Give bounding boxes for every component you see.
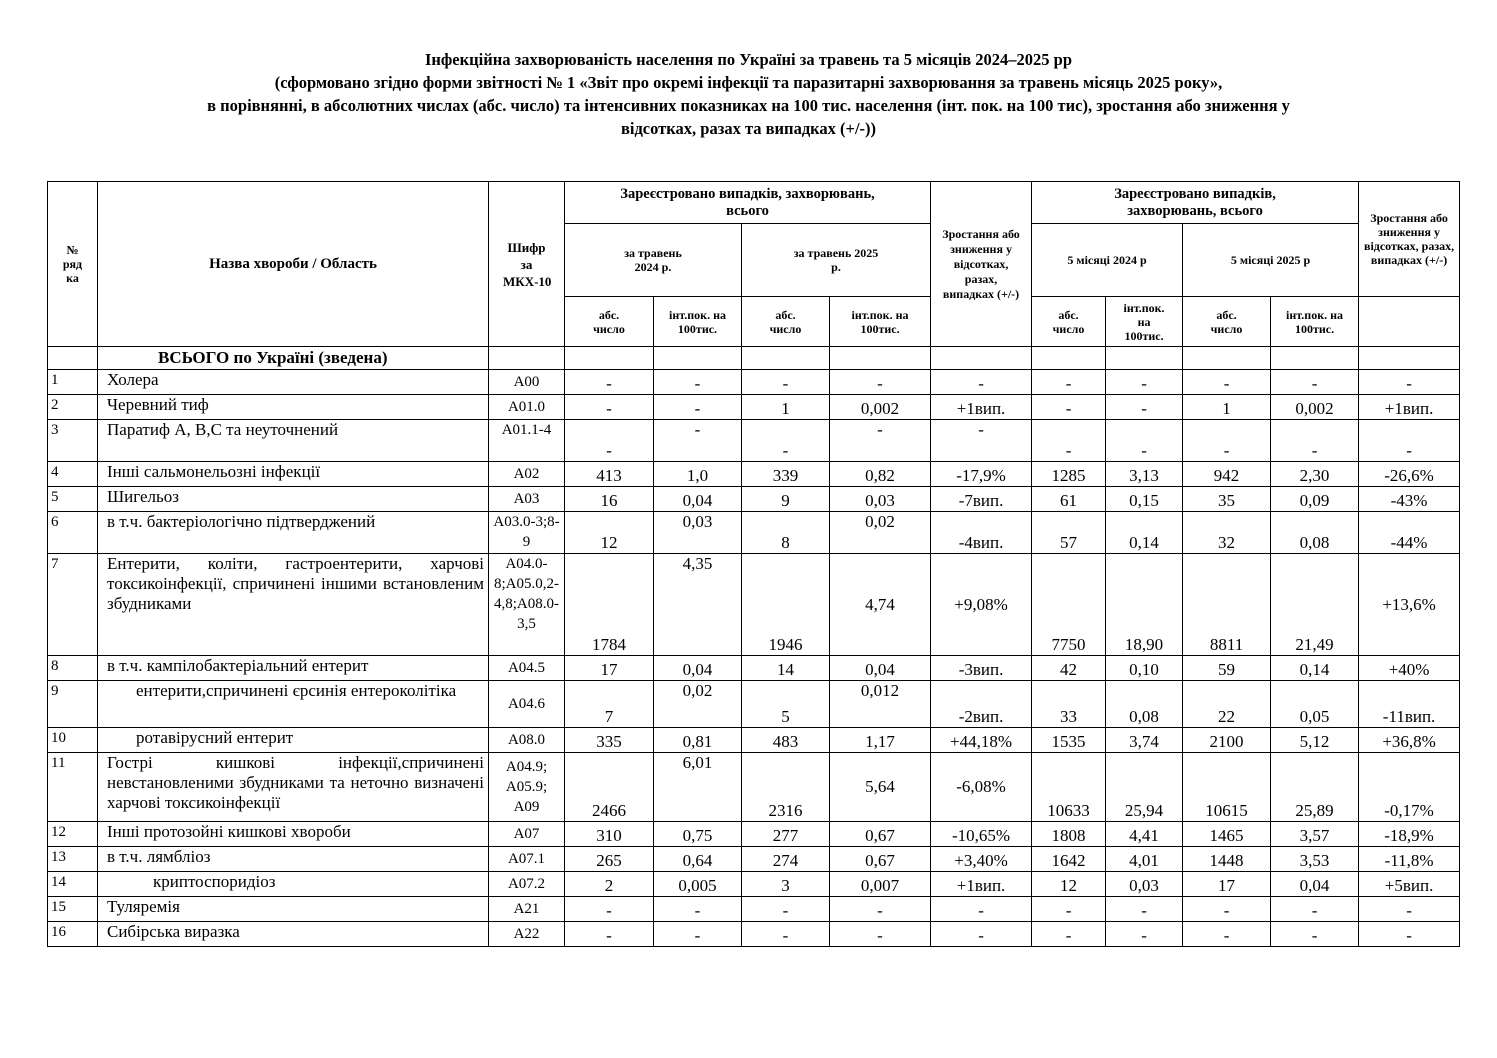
value-cell: 8811: [1183, 554, 1271, 656]
value-cell: -2вип.: [931, 681, 1032, 728]
value-cell: 0,15: [1106, 487, 1183, 512]
disease-name: Гострі кишкові інфекції,спричинені невстановленими збудниками та неточно визначені харчові токсикоінфекції: [98, 753, 489, 822]
value-cell: 16: [565, 487, 654, 512]
value-cell: -: [830, 897, 931, 922]
value-cell: 0,03: [654, 512, 742, 554]
value-cell: 0,08: [1271, 512, 1359, 554]
title-line: в порівнянні, в абсолютних числах (абс. число) та інтенсивних показниках на 100 тис. населення (інт. пок. на 100 тис), зростання або зниження у: [207, 96, 1290, 115]
table-row: [48, 681, 1460, 728]
value-cell: 32: [1183, 512, 1271, 554]
icd-code: А04.5: [489, 656, 565, 681]
value-cell: 59: [1183, 656, 1271, 681]
row-number: 15: [48, 897, 98, 922]
value-cell: -11вип.: [1359, 681, 1460, 728]
value-cell: 9: [742, 487, 830, 512]
row-number: 16: [48, 922, 98, 947]
cell: [742, 347, 830, 370]
disease-name: Паратиф А, В,С та неуточнений: [98, 420, 489, 462]
cell: [565, 347, 654, 370]
value-cell: 0,10: [1106, 656, 1183, 681]
row-number: 1: [48, 370, 98, 395]
value-cell: -10,65%: [931, 822, 1032, 847]
table-row: [48, 554, 1460, 656]
value-cell: +1вип.: [931, 872, 1032, 897]
value-cell: 17: [1183, 872, 1271, 897]
value-cell: -: [654, 922, 742, 947]
value-cell: +44,18%: [931, 728, 1032, 753]
table-row: [48, 656, 1460, 681]
icd-code: А03.0-3;8-9: [489, 512, 565, 554]
value-cell: 10633: [1032, 753, 1106, 822]
row-number: 13: [48, 847, 98, 872]
value-cell: 0,05: [1271, 681, 1359, 728]
value-cell: -: [1359, 370, 1460, 395]
value-cell: 0,04: [1271, 872, 1359, 897]
value-cell: 2316: [742, 753, 830, 822]
row-number: 8: [48, 656, 98, 681]
value-cell: 2,30: [1271, 462, 1359, 487]
value-cell: -6,08%: [931, 753, 1032, 822]
row-number: 9: [48, 681, 98, 728]
value-cell: 6,01: [654, 753, 742, 822]
value-cell: 3: [742, 872, 830, 897]
value-cell: 2100: [1183, 728, 1271, 753]
icd-code: А01.1-4: [489, 420, 565, 462]
value-cell: -: [742, 420, 830, 462]
value-cell: -: [1106, 922, 1183, 947]
value-cell: -: [1359, 922, 1460, 947]
value-cell: 5,64: [830, 753, 931, 822]
value-cell: 0,03: [830, 487, 931, 512]
value-cell: 0,81: [654, 728, 742, 753]
row-number: 5: [48, 487, 98, 512]
value-cell: 5,12: [1271, 728, 1359, 753]
total-label: ВСЬОГО по Україні (зведена): [98, 347, 489, 370]
value-cell: -: [1032, 897, 1106, 922]
cell: [1106, 347, 1183, 370]
value-cell: 335: [565, 728, 654, 753]
disease-name: Сибірська виразка: [98, 922, 489, 947]
value-cell: 1535: [1032, 728, 1106, 753]
disease-name: Ентерити, коліти, гастроентерити, харчові токсикоінфекції, спричинені іншими встановленим збудниками: [98, 554, 489, 656]
header-registered-month: Зареєстровано випадків, захворювань, всього: [565, 182, 931, 224]
value-cell: 0,14: [1271, 656, 1359, 681]
value-cell: +9,08%: [931, 554, 1032, 656]
icd-code: А08.0: [489, 728, 565, 753]
value-cell: -: [1183, 420, 1271, 462]
value-cell: 4,01: [1106, 847, 1183, 872]
icd-code: А21: [489, 897, 565, 922]
disease-name: Інші сальмонельозні інфекції: [98, 462, 489, 487]
value-cell: 57: [1032, 512, 1106, 554]
value-cell: 1448: [1183, 847, 1271, 872]
value-cell: 3,74: [1106, 728, 1183, 753]
value-cell: -0,17%: [1359, 753, 1460, 822]
table-row: [48, 872, 1460, 897]
row-number: 12: [48, 822, 98, 847]
table-row: [48, 487, 1460, 512]
value-cell: -: [931, 370, 1032, 395]
value-cell: 18,90: [1106, 554, 1183, 656]
value-cell: -17,9%: [931, 462, 1032, 487]
icd-code: А04.0-8;А05.0,2-4,8;А08.0-3,5: [489, 554, 565, 656]
value-cell: 0,08: [1106, 681, 1183, 728]
value-cell: 3,13: [1106, 462, 1183, 487]
header-int: інт.пок. на 100тис.: [830, 297, 931, 347]
row-number: 10: [48, 728, 98, 753]
cell: [489, 347, 565, 370]
disease-name: в т.ч. бактеріологічно підтверджений: [98, 512, 489, 554]
value-cell: 2466: [565, 753, 654, 822]
value-cell: +13,6%: [1359, 554, 1460, 656]
row-number: 11: [48, 753, 98, 822]
value-cell: -44%: [1359, 512, 1460, 554]
value-cell: -: [1106, 420, 1183, 462]
value-cell: 4,74: [830, 554, 931, 656]
value-cell: 0,09: [1271, 487, 1359, 512]
value-cell: -: [1359, 420, 1460, 462]
value-cell: 1,0: [654, 462, 742, 487]
value-cell: -: [742, 922, 830, 947]
value-cell: -: [830, 420, 931, 462]
value-cell: +5вип.: [1359, 872, 1460, 897]
value-cell: +3,40%: [931, 847, 1032, 872]
row-number: 7: [48, 554, 98, 656]
header-may-2024: за травень 2024 р.: [565, 224, 742, 297]
title-line: Інфекційна захворюваність населення по Україні за травень та 5 місяців 2024–2025 рр: [424, 50, 1073, 69]
value-cell: 1946: [742, 554, 830, 656]
title-line: відсотках, разах та випадках (+/-)): [620, 119, 877, 138]
disease-name: Туляремія: [98, 897, 489, 922]
table-row: [48, 922, 1460, 947]
value-cell: +36,8%: [1359, 728, 1460, 753]
value-cell: 8: [742, 512, 830, 554]
value-cell: 0,67: [830, 847, 931, 872]
value-cell: -43%: [1359, 487, 1460, 512]
icd-code: А02: [489, 462, 565, 487]
table-row: [48, 512, 1460, 554]
value-cell: 0,02: [654, 681, 742, 728]
infection-table: [47, 181, 1460, 947]
value-cell: 14: [742, 656, 830, 681]
value-cell: 10615: [1183, 753, 1271, 822]
header-growth-5months: Зростання або зниження у відсотках, разах, випадках (+/-): [1359, 182, 1460, 297]
value-cell: -: [1106, 395, 1183, 420]
value-cell: -: [654, 395, 742, 420]
value-cell: -: [1271, 370, 1359, 395]
disease-name: Шигельоз: [98, 487, 489, 512]
icd-code: А07.2: [489, 872, 565, 897]
value-cell: 42: [1032, 656, 1106, 681]
value-cell: 1808: [1032, 822, 1106, 847]
value-cell: 0,005: [654, 872, 742, 897]
value-cell: -11,8%: [1359, 847, 1460, 872]
value-cell: 25,94: [1106, 753, 1183, 822]
value-cell: 22: [1183, 681, 1271, 728]
value-cell: -4вип.: [931, 512, 1032, 554]
disease-name: криптоспоридіоз: [98, 872, 489, 897]
value-cell: -: [654, 420, 742, 462]
table-row: [48, 897, 1460, 922]
row-number: 14: [48, 872, 98, 897]
value-cell: 1: [742, 395, 830, 420]
value-cell: 0,14: [1106, 512, 1183, 554]
icd-code: А07.1: [489, 847, 565, 872]
value-cell: -: [565, 395, 654, 420]
value-cell: 0,75: [654, 822, 742, 847]
value-cell: 1642: [1032, 847, 1106, 872]
value-cell: -: [830, 922, 931, 947]
table-row: [48, 822, 1460, 847]
value-cell: 1285: [1032, 462, 1106, 487]
value-cell: 265: [565, 847, 654, 872]
value-cell: 3,53: [1271, 847, 1359, 872]
value-cell: -: [931, 897, 1032, 922]
value-cell: -26,6%: [1359, 462, 1460, 487]
cell: [1359, 347, 1460, 370]
icd-code: А03: [489, 487, 565, 512]
value-cell: 0,67: [830, 822, 931, 847]
value-cell: 12: [1032, 872, 1106, 897]
value-cell: 61: [1032, 487, 1106, 512]
header-abs: абс. число: [1032, 297, 1106, 347]
value-cell: 0,02: [830, 512, 931, 554]
value-cell: -: [1032, 922, 1106, 947]
table-row: [48, 395, 1460, 420]
disease-name: ентерити,спричинені єрсинія ентероколітіка: [98, 681, 489, 728]
value-cell: 0,82: [830, 462, 931, 487]
value-cell: 339: [742, 462, 830, 487]
value-cell: +1вип.: [1359, 395, 1460, 420]
row-number: 3: [48, 420, 98, 462]
icd-code: А04.9; А05.9; А09: [489, 753, 565, 822]
value-cell: 7: [565, 681, 654, 728]
disease-name: Холера: [98, 370, 489, 395]
cell: [1271, 347, 1359, 370]
value-cell: 4,35: [654, 554, 742, 656]
disease-name: в т.ч. кампілобактеріальний ентерит: [98, 656, 489, 681]
value-cell: 1,17: [830, 728, 931, 753]
value-cell: 5: [742, 681, 830, 728]
header-disease-name: Назва хвороби / Область: [98, 182, 489, 347]
value-cell: 483: [742, 728, 830, 753]
header-int: інт.пок. на 100тис.: [654, 297, 742, 347]
total-row: [48, 347, 1460, 370]
value-cell: -: [1032, 370, 1106, 395]
icd-code: А00: [489, 370, 565, 395]
value-cell: +40%: [1359, 656, 1460, 681]
disease-name: ротавірусний ентерит: [98, 728, 489, 753]
value-cell: -: [742, 370, 830, 395]
value-cell: -: [830, 370, 931, 395]
header-empty: [1359, 297, 1460, 347]
value-cell: -: [654, 897, 742, 922]
header-may-2025: за травень 2025 р.: [742, 224, 931, 297]
header-5months-2025: 5 місяці 2025 р: [1183, 224, 1359, 297]
report-title: [40, 48, 1457, 140]
table-row: [48, 462, 1460, 487]
value-cell: 0,04: [830, 656, 931, 681]
value-cell: 1465: [1183, 822, 1271, 847]
value-cell: -: [1032, 420, 1106, 462]
table-row: [48, 847, 1460, 872]
table-row: [48, 753, 1460, 822]
cell: [654, 347, 742, 370]
value-cell: -: [1183, 922, 1271, 947]
value-cell: 942: [1183, 462, 1271, 487]
header-5months-2024: 5 місяці 2024 р: [1032, 224, 1183, 297]
value-cell: 4,41: [1106, 822, 1183, 847]
value-cell: 0,04: [654, 656, 742, 681]
value-cell: -3вип.: [931, 656, 1032, 681]
value-cell: 17: [565, 656, 654, 681]
header-int: інт.пок. на 100тис.: [1271, 297, 1359, 347]
header-abs: абс. число: [565, 297, 654, 347]
table-row: [48, 370, 1460, 395]
value-cell: 21,49: [1271, 554, 1359, 656]
header-int: інт.пок. на 100тис.: [1106, 297, 1183, 347]
value-cell: -: [1106, 897, 1183, 922]
disease-name: Черевний тиф: [98, 395, 489, 420]
row-number: 6: [48, 512, 98, 554]
value-cell: -: [565, 370, 654, 395]
value-cell: 0,04: [654, 487, 742, 512]
value-cell: +1вип.: [931, 395, 1032, 420]
value-cell: -: [565, 897, 654, 922]
cell: [931, 347, 1032, 370]
value-cell: -: [565, 922, 654, 947]
title-line: (сформовано згідно форми звітності № 1 «Звіт про окремі інфекції та паразитарні захворювання за травень місяць 2025 року»,: [274, 73, 1223, 92]
header-icd-code: Шифр за МКХ-10: [489, 182, 565, 347]
icd-code: А07: [489, 822, 565, 847]
value-cell: -: [931, 922, 1032, 947]
value-cell: 0,007: [830, 872, 931, 897]
table-row: [48, 420, 1460, 462]
cell: [48, 347, 98, 370]
value-cell: 310: [565, 822, 654, 847]
value-cell: -: [1359, 897, 1460, 922]
value-cell: -7вип.: [931, 487, 1032, 512]
header-abs: абс. число: [742, 297, 830, 347]
header-row-number: № ряд ка: [48, 182, 98, 347]
value-cell: -: [1106, 370, 1183, 395]
value-cell: -: [1271, 897, 1359, 922]
value-cell: -: [1183, 370, 1271, 395]
value-cell: -: [1032, 395, 1106, 420]
cell: [830, 347, 931, 370]
row-number: 4: [48, 462, 98, 487]
value-cell: 33: [1032, 681, 1106, 728]
cell: [1032, 347, 1106, 370]
value-cell: 3,57: [1271, 822, 1359, 847]
value-cell: -: [1183, 897, 1271, 922]
value-cell: 277: [742, 822, 830, 847]
value-cell: 0,002: [1271, 395, 1359, 420]
table-row: [48, 728, 1460, 753]
header-abs: абс. число: [1183, 297, 1271, 347]
value-cell: 0,002: [830, 395, 931, 420]
disease-name: Інші протозойні кишкові хвороби: [98, 822, 489, 847]
value-cell: 0,03: [1106, 872, 1183, 897]
value-cell: -: [931, 420, 1032, 462]
value-cell: -18,9%: [1359, 822, 1460, 847]
value-cell: 413: [565, 462, 654, 487]
value-cell: 35: [1183, 487, 1271, 512]
value-cell: 7750: [1032, 554, 1106, 656]
value-cell: -: [654, 370, 742, 395]
icd-code: А01.0: [489, 395, 565, 420]
icd-code: А04.6: [489, 681, 565, 728]
icd-code: А22: [489, 922, 565, 947]
value-cell: -: [565, 420, 654, 462]
disease-name: в т.ч. лямбліоз: [98, 847, 489, 872]
cell: [1183, 347, 1271, 370]
value-cell: -: [1271, 420, 1359, 462]
value-cell: 25,89: [1271, 753, 1359, 822]
value-cell: 1784: [565, 554, 654, 656]
header-growth-month: Зростання або зниження у відсотках, разах, випадках (+/-): [931, 182, 1032, 347]
value-cell: 274: [742, 847, 830, 872]
row-number: 2: [48, 395, 98, 420]
value-cell: 0,012: [830, 681, 931, 728]
value-cell: 0,64: [654, 847, 742, 872]
value-cell: 2: [565, 872, 654, 897]
value-cell: -: [742, 897, 830, 922]
value-cell: 12: [565, 512, 654, 554]
value-cell: -: [1271, 922, 1359, 947]
value-cell: 1: [1183, 395, 1271, 420]
header-registered-5months: Зареєстровано випадків, захворювань, всього: [1032, 182, 1359, 224]
